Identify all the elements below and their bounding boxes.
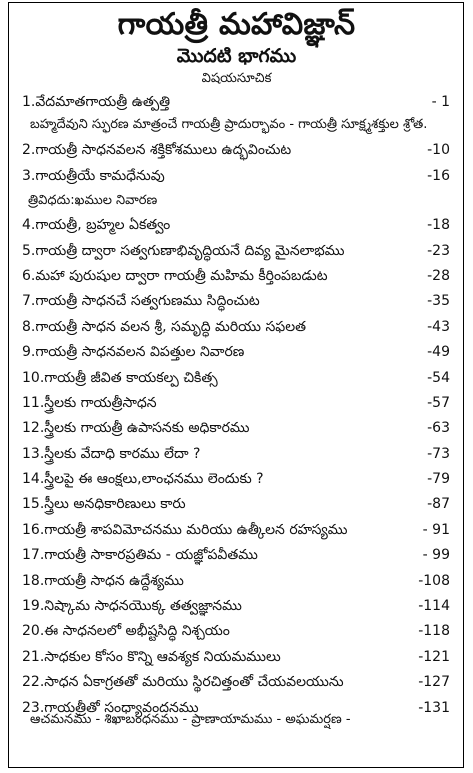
toc-entry	[22, 416, 450, 441]
toc-entry-page: -54	[427, 369, 450, 386]
toc-entry-page: - 91	[422, 521, 450, 538]
toc-entry-label: 3.గాయత్రీయే కామధేనువు	[22, 167, 165, 184]
toc-entry-label: 13.స్త్రీలకు వేదాధి కారము లేదా ?	[22, 445, 201, 462]
toc-entry	[22, 90, 450, 115]
toc-entry	[22, 264, 450, 289]
toc-entry	[22, 442, 450, 467]
toc-entry-page: -73	[427, 445, 450, 462]
toc-entry-page: -43	[427, 318, 450, 335]
toc-entry-label: 12.స్త్రీలకు గాయత్రీ ఉపాసనకు అధికారము	[22, 420, 250, 437]
contents-list	[22, 90, 450, 721]
toc-entry-label: 20.ఈ సాధనలలో అభీష్టసిద్ధి నిశ్చయం	[22, 623, 230, 640]
toc-entry-page: -16	[427, 167, 450, 184]
toc-entry-label: 10.గాయత్రీ జీవిత కాయకల్ప చికిత్స	[22, 369, 218, 386]
book-title: గాయత్రీ మహావిజ్ఞాన్	[117, 7, 356, 42]
toc-entry-page: -57	[427, 394, 450, 411]
toc-entry-label: 22.సాధన ఏకాగ్రతతో మరియు స్థిరచిత్తంతో చేయవలయును	[22, 674, 344, 691]
toc-entry-label: 5.గాయత్రీ ద్వారా సత్వగుణాభివృద్ధియనే దివ్య మైనలాభము	[22, 242, 345, 259]
toc-entry-page: -121	[418, 648, 450, 665]
toc-entry-label: 17.గాయత్రీ సాకారప్రతిమ - యజ్ఞోపవీతము	[22, 547, 258, 564]
toc-entry-label: 6.మహా పురుషుల ద్వారా గాయత్రీ మహిమ కీర్తింపబడుట	[22, 267, 328, 284]
toc-entry-label: 8.గాయత్రీ సాధన వలన శ్రీ, సమృద్ధి మరియు సఫలత	[22, 318, 307, 335]
toc-entry-label: 2.గాయత్రీ సాధనవలన శక్తికోశములు ఉద్భవించుట	[22, 142, 292, 159]
toc-entry-label: 16.గాయత్రీ శాపవిమోచనము మరియు ఉత్కీలన రహస్యము	[22, 521, 348, 538]
toc-entry-description: త్రివిధదు:ఖముల నివారణ	[28, 193, 158, 209]
toc-entry	[22, 213, 450, 238]
toc-entry	[22, 366, 450, 391]
footer-line: ఆచమనము - శిఖాబంధనము - ప్రాణాయామము - అఘమర్షణ -	[30, 712, 351, 727]
toc-entry	[22, 164, 450, 189]
toc-entry	[22, 138, 450, 163]
toc-entry	[22, 645, 450, 670]
toc-entry	[22, 492, 450, 517]
toc-entry-label: 1.వేదమాతగాయత్రీ ఉత్పత్తి	[22, 94, 171, 110]
toc-entry	[22, 340, 450, 365]
toc-entry	[22, 239, 450, 264]
toc-entry-page: -131	[418, 699, 450, 716]
toc-entry	[22, 569, 450, 594]
toc-entry-page: -18	[427, 217, 450, 234]
toc-entry-page: -127	[418, 674, 450, 691]
toc-entry-page: -114	[418, 598, 450, 615]
toc-entry-label: 4.గాయత్రీ, బ్రహ్మల ఏకత్వం	[22, 217, 171, 234]
toc-entry-label: 7.గాయత్రీ సాధనచే సత్వగుణము సిద్ధించుట	[22, 293, 260, 310]
toc-entry	[22, 289, 450, 314]
toc-entry-label: 15.స్త్రీలు అనధికారిణులు కారు	[22, 496, 186, 513]
toc-entry-page: -23	[427, 242, 450, 259]
toc-entry-label: 9.గాయత్రీ సాధనవలన విపత్తుల నివారణ	[22, 344, 245, 361]
toc-entry	[22, 467, 450, 492]
book-subtitle: మొదటి భాగము	[176, 45, 297, 67]
contents-heading: విషయసూచిక	[201, 71, 272, 86]
toc-entry-label: 19.నిష్కామ సాధనయొక్క తత్వజ్ఞానము	[22, 598, 242, 615]
toc-entry	[22, 594, 450, 619]
toc-entry	[22, 391, 450, 416]
toc-entry-page: -118	[418, 623, 450, 640]
toc-entry-label: 14.స్త్రీలపై ఈ ఆంక్షలు,లాంఛనము లెందుకు ?	[22, 471, 264, 488]
toc-entry	[22, 315, 450, 340]
toc-entry-page: -63	[427, 420, 450, 437]
toc-entry-page: -79	[427, 471, 450, 488]
toc-entry-description: బహ్మదేవుని స్ఫురణ మాత్రంచే గాయత్రీ ప్రాదుర్భావం - గాయత్రీ సూక్ష్మశక్తుల శ్రోత.	[30, 117, 428, 133]
toc-entry-page: -10	[427, 142, 450, 159]
toc-entry	[22, 619, 450, 644]
toc-entry-page: -108	[418, 572, 450, 589]
toc-entry-label: 21.సాధకుల కోసం కొన్ని ఆవశ్యక నియమములు	[22, 648, 281, 665]
toc-entry-label: 11.స్త్రీలకు గాయత్రీసాధన	[22, 394, 157, 411]
toc-entry-label: 23.గాయత్రీతో సంధ్యావందనము	[22, 699, 199, 716]
toc-entry-page: -87	[427, 496, 450, 513]
toc-entry	[22, 670, 450, 695]
toc-entry-page: -35	[427, 293, 450, 310]
toc-entry	[22, 518, 450, 543]
toc-entry	[22, 543, 450, 568]
toc-entry-page: - 1	[431, 94, 450, 110]
toc-entry-page: -28	[427, 267, 450, 284]
toc-entry-page: - 99	[422, 547, 450, 564]
toc-entry-label: 18.గాయత్రీ సాధన ఉద్దేశ్యము	[22, 572, 184, 589]
toc-entry-page: -49	[427, 344, 450, 361]
